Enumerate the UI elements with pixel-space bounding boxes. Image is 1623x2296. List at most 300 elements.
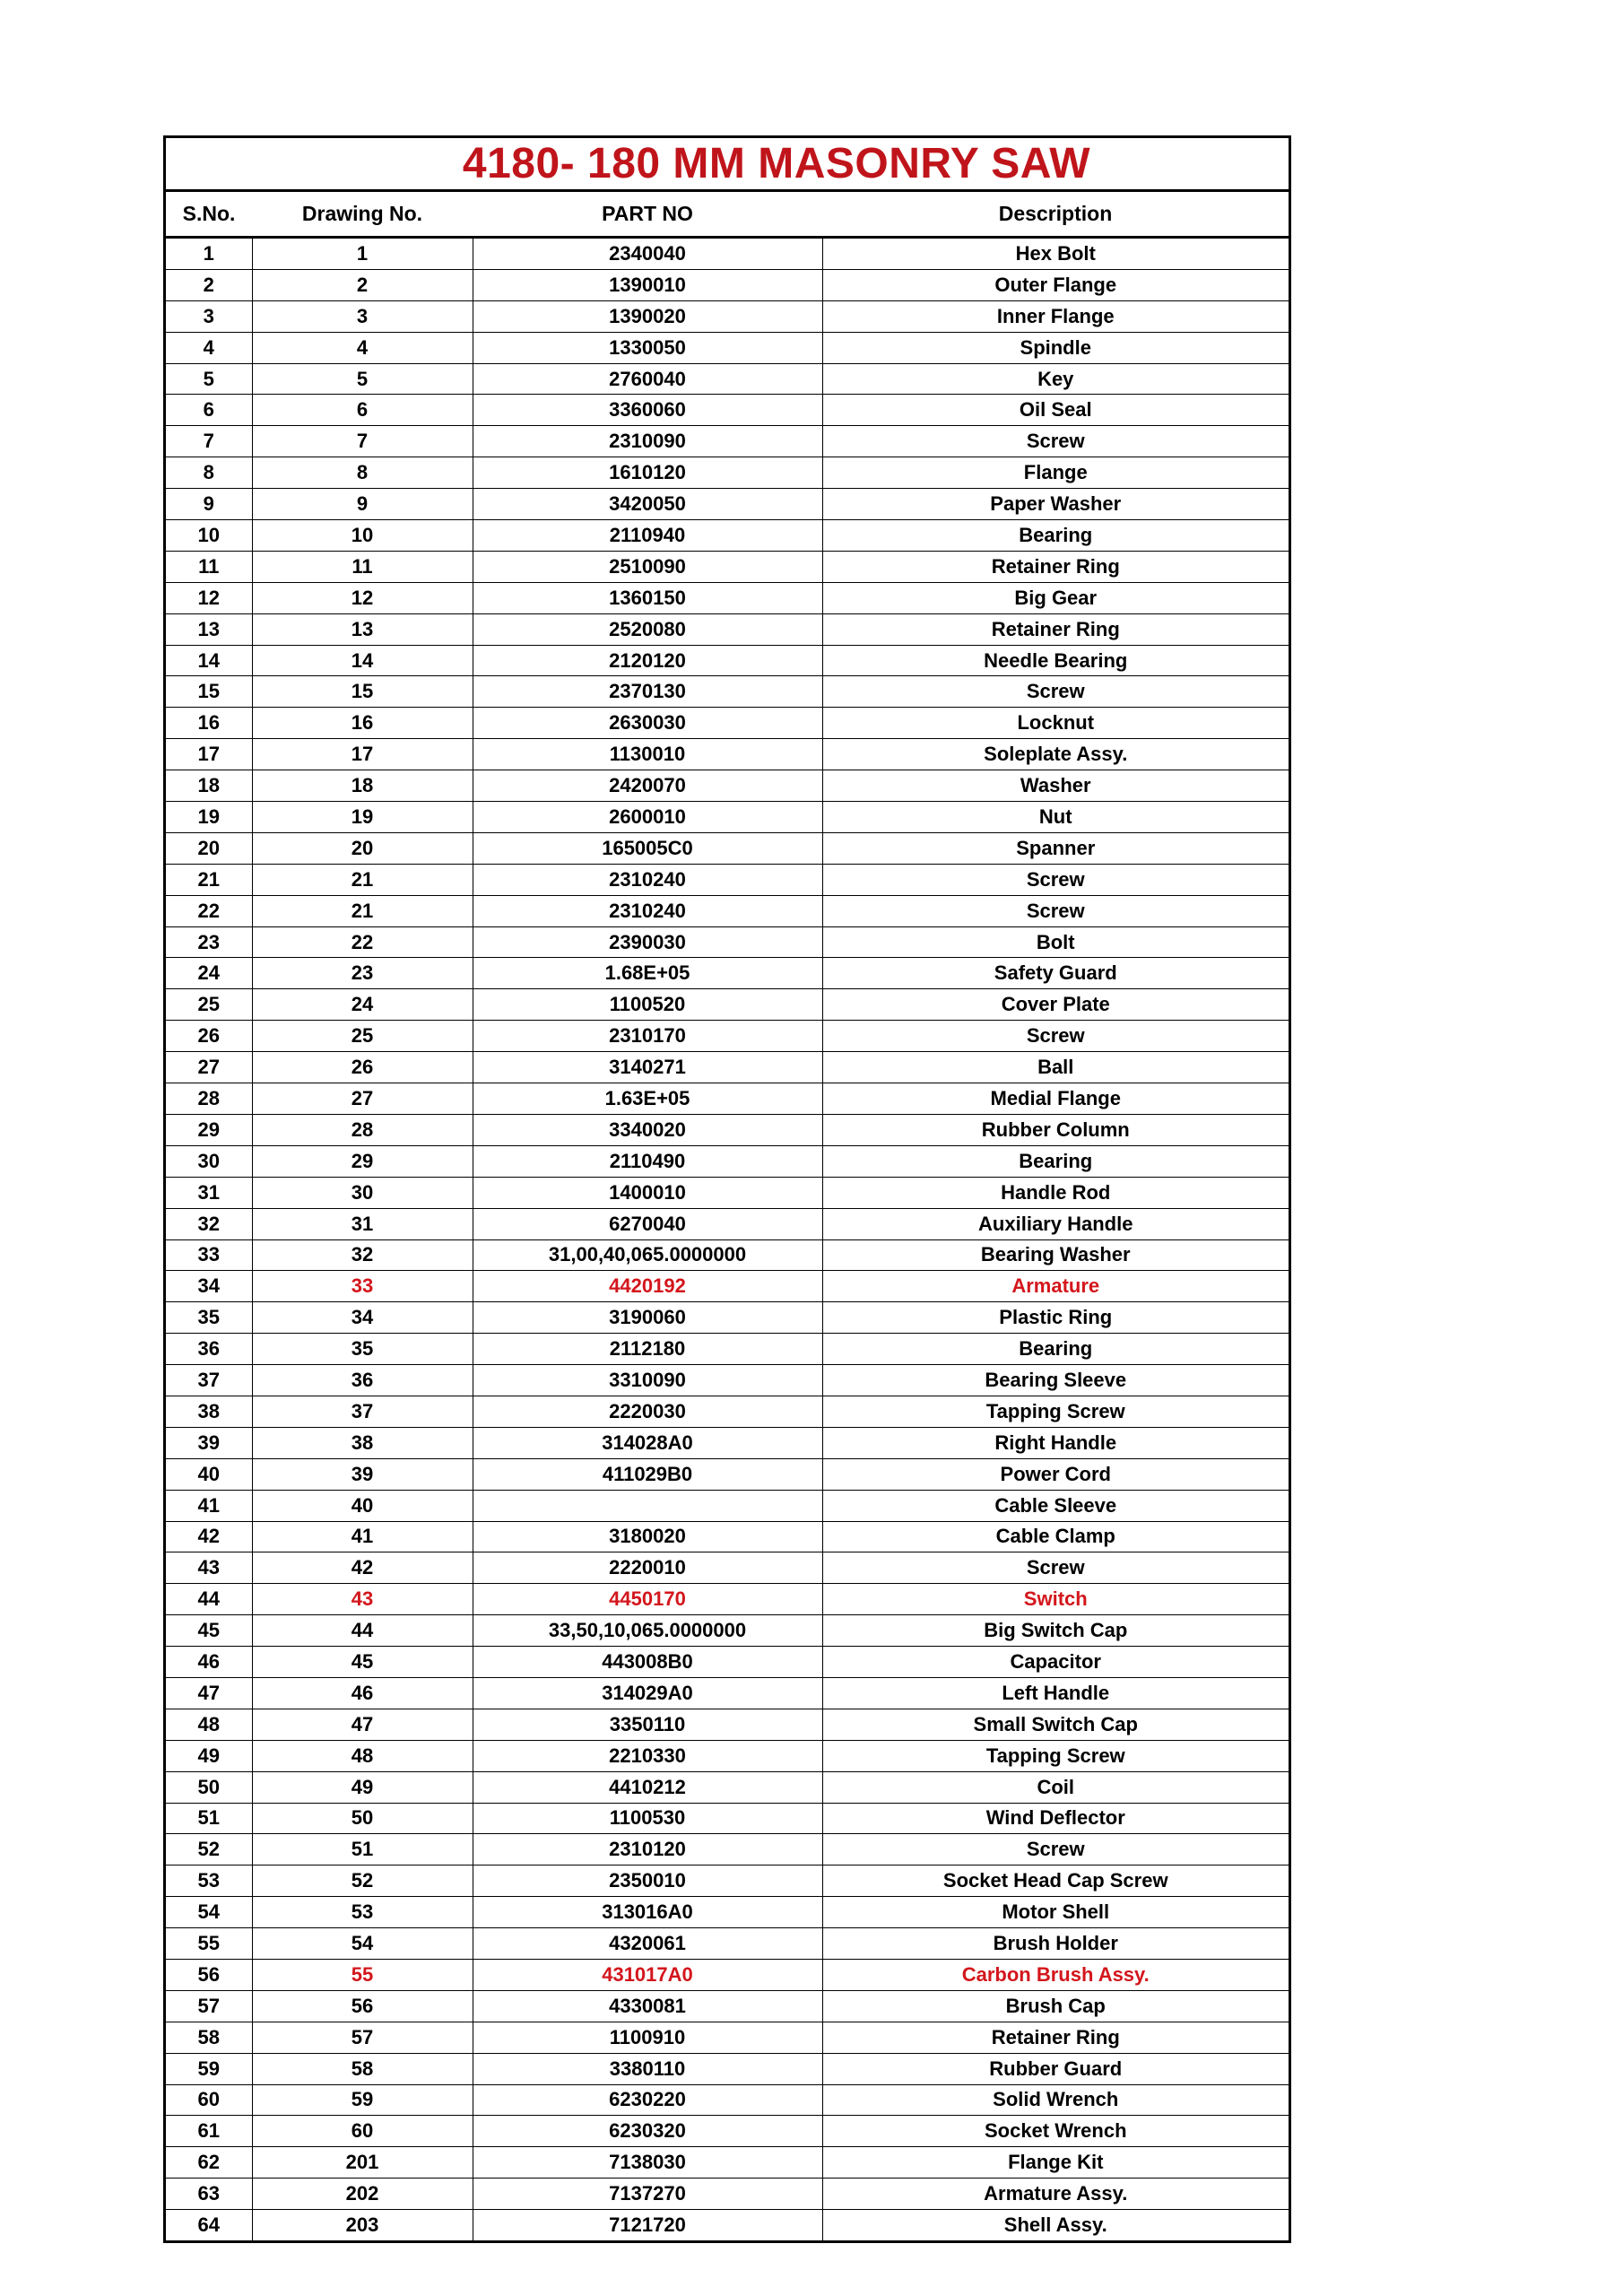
cell-part-no: 2310090 — [473, 426, 822, 457]
cell-part-no: 3420050 — [473, 489, 822, 520]
cell-part-no: 3180020 — [473, 1521, 822, 1552]
table-row — [166, 1458, 1289, 1490]
cell-description: Wind Deflector — [822, 1803, 1289, 1834]
cell-description: Cover Plate — [822, 989, 1289, 1021]
cell-drawing-no: 53 — [252, 1897, 473, 1928]
cell-sno: 12 — [166, 582, 252, 613]
cell-drawing-no: 48 — [252, 1740, 473, 1771]
cell-part-no: 2630030 — [473, 708, 822, 739]
cell-description: Carbon Brush Assy. — [822, 1959, 1289, 1990]
cell-part-no: 2520080 — [473, 613, 822, 645]
cell-drawing-no: 35 — [252, 1334, 473, 1365]
cell-part-no: 2210330 — [473, 1740, 822, 1771]
cell-drawing-no: 6 — [252, 395, 473, 426]
cell-description: Safety Guard — [822, 958, 1289, 989]
cell-part-no: 314028A0 — [473, 1427, 822, 1458]
cell-part-no: 7121720 — [473, 2210, 822, 2240]
cell-sno: 30 — [166, 1145, 252, 1177]
table-row — [166, 1552, 1289, 1584]
cell-drawing-no: 37 — [252, 1396, 473, 1427]
cell-drawing-no: 7 — [252, 426, 473, 457]
table-row — [166, 395, 1289, 426]
cell-description: Bearing Sleeve — [822, 1365, 1289, 1396]
cell-description: Bearing Washer — [822, 1239, 1289, 1271]
cell-part-no: 1.68E+05 — [473, 958, 822, 989]
cell-description: Bolt — [822, 926, 1289, 958]
cell-part-no: 3350110 — [473, 1709, 822, 1740]
cell-sno: 44 — [166, 1584, 252, 1615]
cell-sno: 46 — [166, 1647, 252, 1678]
table-row — [166, 864, 1289, 895]
cell-sno: 21 — [166, 864, 252, 895]
cell-sno: 32 — [166, 1208, 252, 1239]
table-row — [166, 1021, 1289, 1052]
cell-description: Screw — [822, 1552, 1289, 1584]
cell-description: Solid Wrench — [822, 2084, 1289, 2116]
cell-sno: 10 — [166, 520, 252, 552]
cell-drawing-no: 32 — [252, 1239, 473, 1271]
table-row — [166, 1177, 1289, 1208]
cell-part-no: 1400010 — [473, 1177, 822, 1208]
sheet-title: 4180- 180 MM MASONRY SAW — [462, 140, 1091, 187]
table-row — [166, 489, 1289, 520]
cell-drawing-no: 2 — [252, 269, 473, 300]
cell-drawing-no: 14 — [252, 645, 473, 676]
table-row — [166, 1521, 1289, 1552]
cell-part-no: 6230320 — [473, 2116, 822, 2147]
cell-sno: 39 — [166, 1427, 252, 1458]
cell-drawing-no: 11 — [252, 551, 473, 582]
cell-sno: 59 — [166, 2053, 252, 2084]
cell-description: Power Cord — [822, 1458, 1289, 1490]
cell-drawing-no: 24 — [252, 989, 473, 1021]
cell-sno: 51 — [166, 1803, 252, 1834]
cell-sno: 47 — [166, 1677, 252, 1709]
table-row — [166, 1866, 1289, 1897]
cell-drawing-no: 54 — [252, 1928, 473, 1960]
table-row — [166, 551, 1289, 582]
table-row — [166, 1803, 1289, 1834]
cell-sno: 56 — [166, 1959, 252, 1990]
table-row — [166, 1959, 1289, 1990]
cell-drawing-no: 31 — [252, 1208, 473, 1239]
cell-description: Screw — [822, 676, 1289, 708]
cell-description: Key — [822, 363, 1289, 395]
cell-sno: 22 — [166, 895, 252, 926]
cell-sno: 4 — [166, 332, 252, 363]
cell-part-no: 4450170 — [473, 1584, 822, 1615]
cell-part-no: 431017A0 — [473, 1959, 822, 1990]
cell-drawing-no: 27 — [252, 1083, 473, 1115]
cell-drawing-no: 23 — [252, 958, 473, 989]
cell-description: Socket Head Cap Screw — [822, 1866, 1289, 1897]
cell-description: Tapping Screw — [822, 1740, 1289, 1771]
cell-description: Locknut — [822, 708, 1289, 739]
cell-drawing-no: 3 — [252, 300, 473, 332]
table-row — [166, 1771, 1289, 1803]
table-row — [166, 269, 1289, 300]
table-row — [166, 1990, 1289, 2022]
cell-sno: 35 — [166, 1302, 252, 1334]
cell-drawing-no: 18 — [252, 770, 473, 802]
cell-part-no: 7137270 — [473, 2179, 822, 2210]
table-row — [166, 2084, 1289, 2116]
cell-description: Rubber Column — [822, 1114, 1289, 1145]
cell-sno: 33 — [166, 1239, 252, 1271]
table-row — [166, 457, 1289, 489]
cell-description: Bearing — [822, 1145, 1289, 1177]
cell-drawing-no: 33 — [252, 1271, 473, 1302]
cell-description: Bearing — [822, 520, 1289, 552]
table-row — [166, 1709, 1289, 1740]
cell-part-no: 2600010 — [473, 802, 822, 833]
table-row — [166, 1114, 1289, 1145]
cell-description: Cable Sleeve — [822, 1490, 1289, 1521]
table-row — [166, 1271, 1289, 1302]
cell-description: Tapping Screw — [822, 1396, 1289, 1427]
cell-description: Brush Holder — [822, 1928, 1289, 1960]
cell-drawing-no: 8 — [252, 457, 473, 489]
header-drawing-no: Drawing No. — [252, 192, 473, 238]
cell-description: Nut — [822, 802, 1289, 833]
cell-sno: 42 — [166, 1521, 252, 1552]
table-row — [166, 645, 1289, 676]
cell-description: Brush Cap — [822, 1990, 1289, 2022]
cell-part-no: 2110940 — [473, 520, 822, 552]
table-row — [166, 1334, 1289, 1365]
cell-sno: 49 — [166, 1740, 252, 1771]
cell-part-no: 2350010 — [473, 1866, 822, 1897]
cell-drawing-no: 203 — [252, 2210, 473, 2240]
cell-part-no: 3140271 — [473, 1052, 822, 1083]
cell-sno: 57 — [166, 1990, 252, 2022]
table-row — [166, 676, 1289, 708]
cell-drawing-no: 29 — [252, 1145, 473, 1177]
cell-sno: 13 — [166, 613, 252, 645]
cell-part-no: 443008B0 — [473, 1647, 822, 1678]
cell-part-no: 3380110 — [473, 2053, 822, 2084]
cell-drawing-no: 21 — [252, 895, 473, 926]
cell-description: Screw — [822, 426, 1289, 457]
cell-description: Washer — [822, 770, 1289, 802]
cell-drawing-no: 202 — [252, 2179, 473, 2210]
cell-sno: 64 — [166, 2210, 252, 2240]
cell-drawing-no: 41 — [252, 1521, 473, 1552]
cell-part-no: 2760040 — [473, 363, 822, 395]
cell-sno: 11 — [166, 551, 252, 582]
cell-sno: 14 — [166, 645, 252, 676]
cell-drawing-no: 20 — [252, 832, 473, 864]
cell-description: Switch — [822, 1584, 1289, 1615]
cell-part-no: 31,00,40,065.0000000 — [473, 1239, 822, 1271]
cell-drawing-no: 55 — [252, 1959, 473, 1990]
cell-sno: 5 — [166, 363, 252, 395]
cell-description: Spanner — [822, 832, 1289, 864]
cell-part-no: 3360060 — [473, 395, 822, 426]
cell-sno: 2 — [166, 269, 252, 300]
table-row — [166, 832, 1289, 864]
cell-description: Motor Shell — [822, 1897, 1289, 1928]
table-row — [166, 1740, 1289, 1771]
table-row — [166, 332, 1289, 363]
cell-description: Hex Bolt — [822, 238, 1289, 270]
cell-part-no: 2120120 — [473, 645, 822, 676]
cell-description: Big Gear — [822, 582, 1289, 613]
cell-description: Left Handle — [822, 1677, 1289, 1709]
cell-drawing-no: 59 — [252, 2084, 473, 2116]
table-row — [166, 1647, 1289, 1678]
cell-sno: 60 — [166, 2084, 252, 2116]
cell-drawing-no: 57 — [252, 2022, 473, 2053]
cell-sno: 40 — [166, 1458, 252, 1490]
cell-part-no: 2220010 — [473, 1552, 822, 1584]
cell-description: Screw — [822, 1021, 1289, 1052]
cell-part-no: 4330081 — [473, 1990, 822, 2022]
cell-part-no: 1100530 — [473, 1803, 822, 1834]
table-row — [166, 708, 1289, 739]
cell-part-no: 4420192 — [473, 1271, 822, 1302]
cell-sno: 9 — [166, 489, 252, 520]
cell-sno: 31 — [166, 1177, 252, 1208]
cell-drawing-no: 1 — [252, 238, 473, 270]
cell-part-no: 2370130 — [473, 676, 822, 708]
cell-sno: 16 — [166, 708, 252, 739]
cell-sno: 34 — [166, 1271, 252, 1302]
cell-description: Retainer Ring — [822, 613, 1289, 645]
cell-sno: 50 — [166, 1771, 252, 1803]
table-row — [166, 1365, 1289, 1396]
table-row — [166, 1239, 1289, 1271]
cell-part-no: 2310240 — [473, 864, 822, 895]
table-row — [166, 989, 1289, 1021]
cell-drawing-no: 40 — [252, 1490, 473, 1521]
cell-sno: 43 — [166, 1552, 252, 1584]
table-row — [166, 520, 1289, 552]
cell-sno: 53 — [166, 1866, 252, 1897]
table-row — [166, 1145, 1289, 1177]
table-row — [166, 363, 1289, 395]
cell-sno: 1 — [203, 241, 214, 265]
table-row — [166, 2022, 1289, 2053]
cell-drawing-no: 38 — [252, 1427, 473, 1458]
cell-description: Rubber Guard — [822, 2053, 1289, 2084]
cell-drawing-no: 16 — [252, 708, 473, 739]
cell-sno: 17 — [166, 739, 252, 770]
cell-sno: 45 — [166, 1615, 252, 1647]
cell-description: Shell Assy. — [822, 2210, 1289, 2240]
table-row — [166, 1490, 1289, 1521]
table-row — [166, 582, 1289, 613]
cell-drawing-no: 58 — [252, 2053, 473, 2084]
cell-sno: 58 — [166, 2022, 252, 2053]
cell-description: Retainer Ring — [822, 2022, 1289, 2053]
header-description: Description — [822, 192, 1289, 238]
cell-part-no: 6270040 — [473, 1208, 822, 1239]
cell-part-no: 1.63E+05 — [473, 1083, 822, 1115]
cell-drawing-no: 28 — [252, 1114, 473, 1145]
cell-drawing-no: 52 — [252, 1866, 473, 1897]
cell-part-no: 4320061 — [473, 1928, 822, 1960]
cell-drawing-no: 34 — [252, 1302, 473, 1334]
cell-sno: 25 — [166, 989, 252, 1021]
cell-drawing-no: 19 — [252, 802, 473, 833]
cell-sno: 28 — [166, 1083, 252, 1115]
cell-drawing-no: 56 — [252, 1990, 473, 2022]
cell-sno: 23 — [166, 926, 252, 958]
cell-sno: 62 — [166, 2147, 252, 2179]
cell-part-no: 7138030 — [473, 2147, 822, 2179]
cell-description: Oil Seal — [822, 395, 1289, 426]
table-row — [166, 1677, 1289, 1709]
cell-part-no: 2310240 — [473, 895, 822, 926]
table-row — [166, 1584, 1289, 1615]
cell-drawing-no: 45 — [252, 1647, 473, 1678]
cell-drawing-no: 9 — [252, 489, 473, 520]
table-row — [166, 1208, 1289, 1239]
cell-description: Handle Rod — [822, 1177, 1289, 1208]
cell-sno: 19 — [166, 802, 252, 833]
cell-part-no: 314029A0 — [473, 1677, 822, 1709]
cell-drawing-no: 50 — [252, 1803, 473, 1834]
table-row — [166, 1083, 1289, 1115]
cell-part-no: 2390030 — [473, 926, 822, 958]
cell-sno: 63 — [166, 2179, 252, 2210]
cell-description: Paper Washer — [822, 489, 1289, 520]
table-row — [166, 300, 1289, 332]
cell-sno: 26 — [166, 1021, 252, 1052]
header-row — [166, 192, 1289, 238]
table-row — [166, 1615, 1289, 1647]
cell-drawing-no: 42 — [252, 1552, 473, 1584]
cell-part-no: 1100520 — [473, 989, 822, 1021]
table-row — [166, 238, 1289, 270]
cell-part-no: 2220030 — [473, 1396, 822, 1427]
cell-drawing-no: 17 — [252, 739, 473, 770]
cell-drawing-no: 39 — [252, 1458, 473, 1490]
parts-list-sheet — [163, 135, 1291, 2243]
cell-part-no: 1330050 — [473, 332, 822, 363]
table-body — [166, 238, 1289, 2241]
cell-sno: 27 — [166, 1052, 252, 1083]
cell-part-no: 33,50,10,065.0000000 — [473, 1615, 822, 1647]
cell-description: Ball — [822, 1052, 1289, 1083]
table-row — [166, 2210, 1289, 2240]
table-row — [166, 1897, 1289, 1928]
cell-description: Auxiliary Handle — [822, 1208, 1289, 1239]
cell-drawing-no: 201 — [252, 2147, 473, 2179]
cell-description: Armature Assy. — [822, 2179, 1289, 2210]
cell-sno: 37 — [166, 1365, 252, 1396]
cell-sno: 24 — [166, 958, 252, 989]
cell-sno: 55 — [166, 1928, 252, 1960]
cell-description: Flange Kit — [822, 2147, 1289, 2179]
cell-part-no: 2112180 — [473, 1334, 822, 1365]
cell-description: Retainer Ring — [822, 551, 1289, 582]
table-row — [166, 926, 1289, 958]
cell-part-no: 1390010 — [473, 269, 822, 300]
cell-drawing-no: 13 — [252, 613, 473, 645]
cell-description: Big Switch Cap — [822, 1615, 1289, 1647]
table-row — [166, 802, 1289, 833]
cell-part-no: 3310090 — [473, 1365, 822, 1396]
cell-part-no: 6230220 — [473, 2084, 822, 2116]
cell-part-no: 2310120 — [473, 1834, 822, 1866]
cell-description: Armature — [822, 1271, 1289, 1302]
cell-drawing-no: 5 — [252, 363, 473, 395]
cell-part-no: 3340020 — [473, 1114, 822, 1145]
cell-drawing-no: 51 — [252, 1834, 473, 1866]
header-part-no: PART NO — [473, 192, 822, 238]
cell-part-no: 4410212 — [473, 1771, 822, 1803]
table-row — [166, 613, 1289, 645]
cell-drawing-no: 25 — [252, 1021, 473, 1052]
table-row — [166, 895, 1289, 926]
table-row — [166, 2116, 1289, 2147]
cell-description: Socket Wrench — [822, 2116, 1289, 2147]
cell-drawing-no: 15 — [252, 676, 473, 708]
cell-drawing-no: 43 — [252, 1584, 473, 1615]
cell-drawing-no: 26 — [252, 1052, 473, 1083]
cell-drawing-no: 36 — [252, 1365, 473, 1396]
cell-part-no: 1360150 — [473, 582, 822, 613]
table-row — [166, 958, 1289, 989]
cell-part-no: 1130010 — [473, 739, 822, 770]
cell-drawing-no: 60 — [252, 2116, 473, 2147]
cell-drawing-no: 49 — [252, 1771, 473, 1803]
cell-description: Screw — [822, 864, 1289, 895]
table-row — [166, 1052, 1289, 1083]
cell-drawing-no: 44 — [252, 1615, 473, 1647]
table-row — [166, 2053, 1289, 2084]
cell-sno: 36 — [166, 1334, 252, 1365]
cell-description: Spindle — [822, 332, 1289, 363]
cell-part-no: 1390020 — [473, 300, 822, 332]
cell-sno: 3 — [166, 300, 252, 332]
cell-sno: 29 — [166, 1114, 252, 1145]
cell-part-no: 2420070 — [473, 770, 822, 802]
cell-description: Screw — [822, 1834, 1289, 1866]
cell-part-no: 165005C0 — [473, 832, 822, 864]
cell-part-no — [473, 1490, 822, 1521]
cell-sno: 41 — [166, 1490, 252, 1521]
cell-drawing-no: 47 — [252, 1709, 473, 1740]
cell-description: Plastic Ring — [822, 1302, 1289, 1334]
table-row — [166, 739, 1289, 770]
parts-table — [166, 192, 1289, 2240]
cell-sno: 18 — [166, 770, 252, 802]
cell-description: Small Switch Cap — [822, 1709, 1289, 1740]
table-row — [166, 1928, 1289, 1960]
cell-description: Needle Bearing — [822, 645, 1289, 676]
cell-description: Outer Flange — [822, 269, 1289, 300]
cell-sno: 7 — [166, 426, 252, 457]
cell-drawing-no: 30 — [252, 1177, 473, 1208]
cell-description: Soleplate Assy. — [822, 739, 1289, 770]
cell-sno: 15 — [166, 676, 252, 708]
cell-part-no: 411029B0 — [473, 1458, 822, 1490]
cell-description: Capacitor — [822, 1647, 1289, 1678]
cell-description: Bearing — [822, 1334, 1289, 1365]
table-row — [166, 1834, 1289, 1866]
cell-sno: 20 — [166, 832, 252, 864]
cell-part-no: 2340040 — [473, 238, 822, 270]
cell-description: Inner Flange — [822, 300, 1289, 332]
header-sno: S.No. — [166, 192, 252, 238]
cell-description: Medial Flange — [822, 1083, 1289, 1115]
table-row — [166, 1396, 1289, 1427]
cell-part-no: 3190060 — [473, 1302, 822, 1334]
cell-sno: 38 — [166, 1396, 252, 1427]
